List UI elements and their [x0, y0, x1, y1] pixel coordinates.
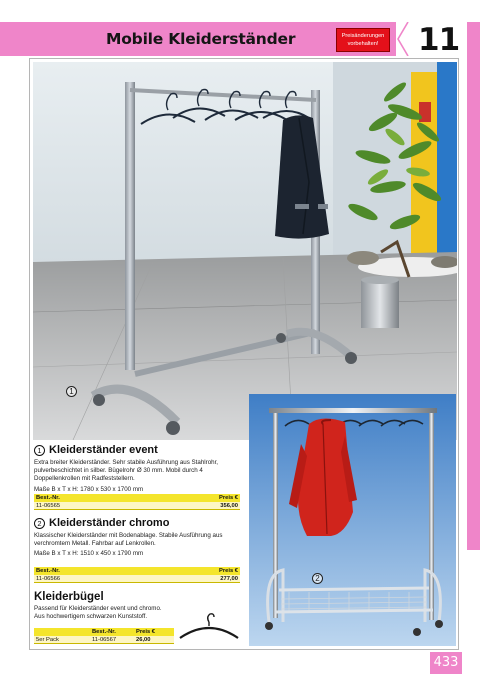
product-photo-event: [33, 62, 457, 440]
section-chevron-icon: [396, 22, 410, 56]
photo-marker-chromo: 2: [312, 573, 323, 584]
photo-marker-event: 1: [66, 386, 77, 397]
side-stripe: [467, 22, 480, 550]
order-table-header: [34, 628, 174, 636]
product-chromo-number: 2: [34, 518, 45, 529]
product-hanger-desc-line2: Aus hochwertigem schwarzen Kunststoff.: [34, 613, 148, 621]
product-event-number: 1: [34, 445, 45, 456]
product-chromo-heading: [34, 517, 244, 529]
order-table-row: [34, 575, 240, 583]
product-event-dimensions: Maße B x T x H: 1780 x 530 x 1700 mm: [34, 485, 144, 493]
order-number: 11-06566: [36, 576, 61, 582]
product-hanger-order-table: [34, 628, 174, 644]
product-event-name: Kleiderständer event: [49, 444, 158, 456]
pack-size: 5er Pack: [36, 637, 59, 643]
order-number: 11-06567: [92, 637, 117, 643]
price: 356,00: [220, 503, 238, 509]
order-number: 11-06565: [36, 503, 61, 509]
product-photo-chromo: [249, 394, 456, 646]
product-event-block: [34, 444, 244, 494]
product-chromo-block: [34, 517, 244, 558]
product-chromo-dimensions: Maße B x T x H: 1510 x 450 x 1790 mm: [34, 550, 144, 558]
price-header: Preis €: [136, 629, 156, 635]
order-number-header: Best.-Nr.: [36, 495, 60, 501]
price-change-notice: [336, 28, 390, 52]
page-title: Mobile Kleiderständer: [106, 30, 296, 48]
chapter-number: 11: [418, 22, 460, 58]
product-hanger-name: Kleiderbügel: [34, 591, 104, 603]
order-number-header: Best.-Nr.: [36, 568, 60, 574]
order-number-header: Best.-Nr.: [92, 629, 116, 635]
product-chromo-description: Klassischer Kleiderständer mit Bodenablage. Stabile Ausführung aus verchromtem Metall. Fahrbar auf Lenkrollen.: [34, 532, 223, 548]
price-header: Preis €: [218, 495, 238, 501]
order-table-row: [34, 636, 174, 644]
order-table-header: [34, 567, 240, 575]
product-event-description: Extra breiter Kleiderständer. Sehr stabile Ausführung aus Stahlrohr, pulverbeschichtet in silber. Bügelrohr Ø 30 mm. Mobil durch 4 Doppellenkrollen mit Radfeststellern.: [34, 459, 219, 483]
product-event-order-table: [34, 494, 240, 510]
page-number: 433: [430, 652, 462, 674]
price: 277,00: [220, 576, 238, 582]
price: 26,00: [136, 637, 151, 643]
price-note-line2: vorbehalten!: [347, 41, 379, 47]
order-table-row: [34, 502, 240, 510]
product-chromo-order-table: [34, 567, 240, 583]
price-header: Preis €: [218, 568, 238, 574]
price-note-line1: Preisänderungen: [341, 33, 385, 39]
order-table-header: [34, 494, 240, 502]
product-chromo-name: Kleiderständer chromo: [49, 517, 170, 529]
product-event-heading: [34, 444, 244, 456]
product-hanger-desc-line1: Passend für Kleiderständer event und chromo.: [34, 605, 162, 612]
hanger-icon: [176, 612, 242, 640]
